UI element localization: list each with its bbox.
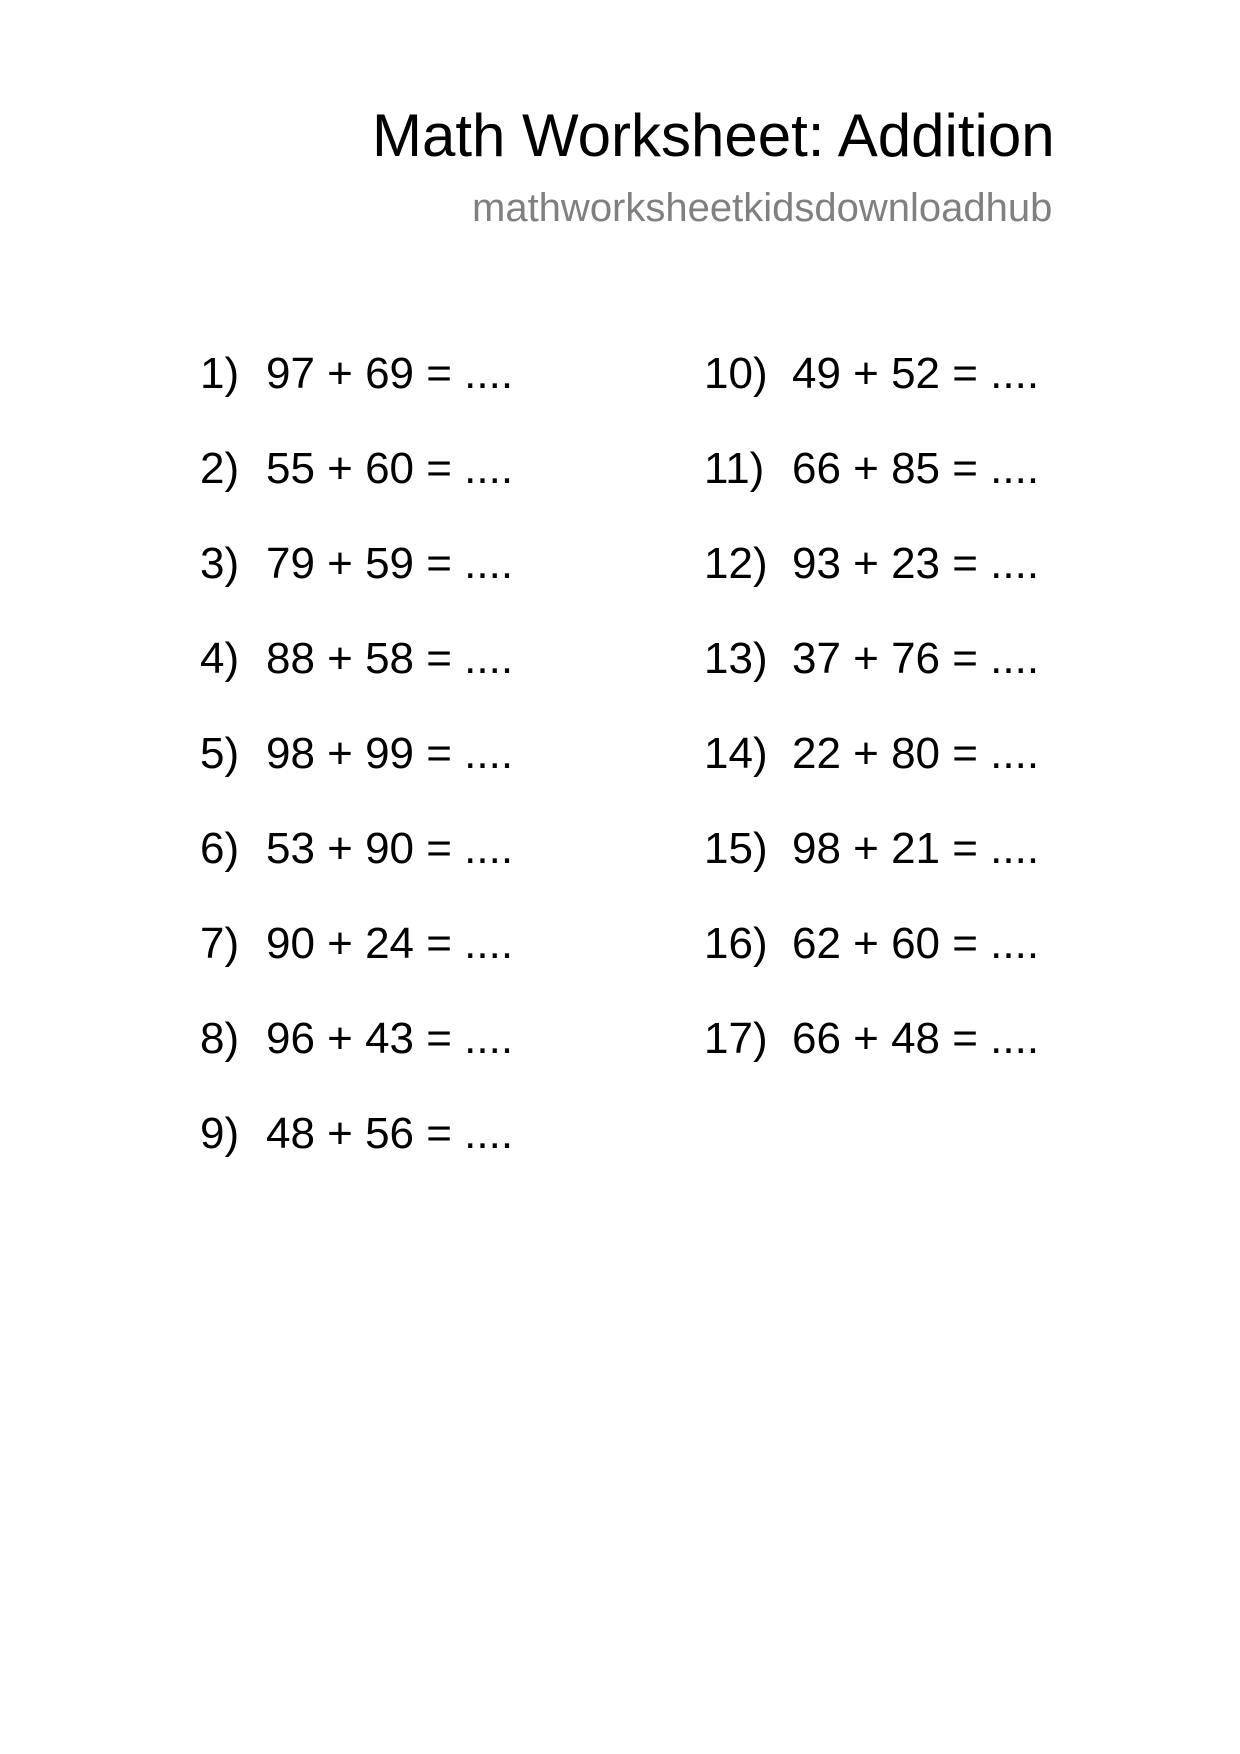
problem-number: 9) — [200, 1109, 240, 1158]
problem-item — [200, 916, 513, 972]
problem-item — [704, 536, 1039, 592]
problem-item — [200, 1106, 513, 1162]
problem-expression: 98 + 21 = .... — [792, 824, 1040, 873]
problem-number: 14) — [704, 729, 768, 778]
problem-expression: 22 + 80 = .... — [792, 729, 1040, 778]
problem-expression: 53 + 90 = .... — [266, 824, 514, 873]
problem-number: 17) — [704, 1014, 768, 1063]
problem-expression: 96 + 43 = .... — [266, 1014, 514, 1063]
problem-item — [200, 346, 513, 402]
problem-number: 16) — [704, 919, 768, 968]
problem-expression: 48 + 56 = .... — [266, 1109, 514, 1158]
problem-number: 5) — [200, 729, 240, 778]
problem-item — [704, 726, 1039, 782]
problem-expression: 93 + 23 = .... — [792, 539, 1040, 588]
problem-expression: 37 + 76 = .... — [792, 634, 1040, 683]
problem-item — [200, 1011, 513, 1067]
problem-expression: 97 + 69 = .... — [266, 349, 514, 398]
problem-number: 13) — [704, 634, 768, 683]
problem-expression: 66 + 85 = .... — [792, 444, 1040, 493]
problem-expression: 90 + 24 = .... — [266, 919, 514, 968]
problem-number: 1) — [200, 349, 240, 398]
problem-number: 12) — [704, 539, 768, 588]
problem-item — [704, 821, 1039, 877]
problem-item — [200, 821, 513, 877]
problem-number: 4) — [200, 634, 240, 683]
problem-item — [704, 441, 1039, 497]
problem-item — [704, 916, 1039, 972]
problem-expression: 55 + 60 = .... — [266, 444, 514, 493]
problem-number: 7) — [200, 919, 240, 968]
problem-number: 15) — [704, 824, 768, 873]
problem-item — [200, 536, 513, 592]
page-title: Math Worksheet: Addition — [372, 102, 1055, 169]
problem-expression: 79 + 59 = .... — [266, 539, 514, 588]
problem-number: 2) — [200, 444, 240, 493]
page-subtitle: mathworksheetkidsdownloadhub — [472, 186, 1053, 230]
problem-number: 6) — [200, 824, 240, 873]
problem-item — [200, 726, 513, 782]
problem-item — [704, 631, 1039, 687]
problem-item — [704, 346, 1039, 402]
problem-expression: 62 + 60 = .... — [792, 919, 1040, 968]
problem-expression: 49 + 52 = .... — [792, 349, 1040, 398]
problem-number: 8) — [200, 1014, 240, 1063]
problem-number: 11) — [704, 444, 765, 493]
problem-expression: 88 + 58 = .... — [266, 634, 514, 683]
problem-expression: 66 + 48 = .... — [792, 1014, 1040, 1063]
problem-expression: 98 + 99 = .... — [266, 729, 514, 778]
problem-item — [200, 441, 513, 497]
problem-item — [200, 631, 513, 687]
problem-number: 10) — [704, 349, 768, 398]
problem-item — [704, 1011, 1039, 1067]
problem-number: 3) — [200, 539, 240, 588]
